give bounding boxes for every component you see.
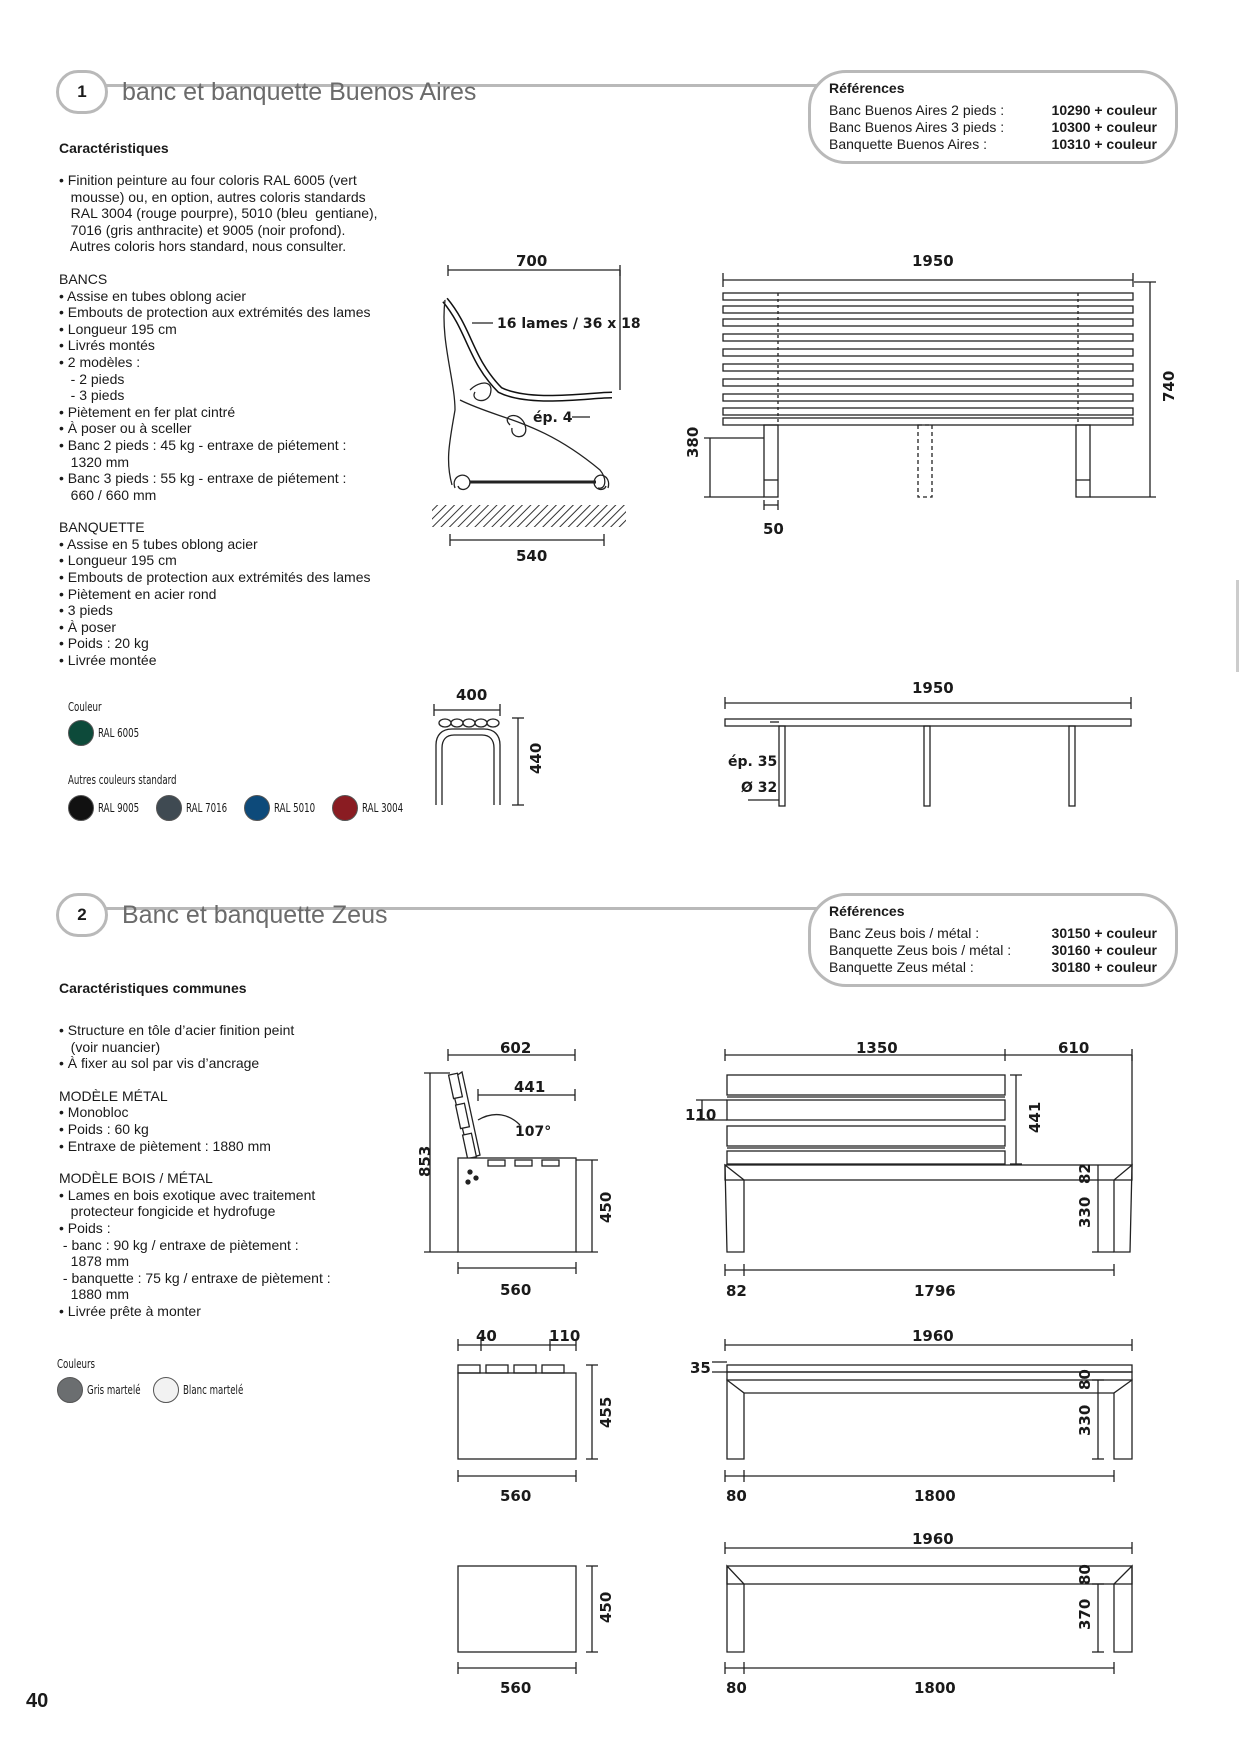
text-line: • Banc 2 pieds : 45 kg - entraxe de piétement :: [59, 436, 347, 453]
dim-label: 1800: [914, 1679, 956, 1697]
dim-label: 740: [1160, 370, 1178, 402]
text-line: - banc : 90 kg / entraxe de piètement :: [59, 1236, 299, 1253]
text-line: • Lames en bois exotique avec traitement: [59, 1186, 316, 1203]
text-line: • Piètement en fer plat cintré: [59, 403, 236, 420]
color-swatch-label: RAL 7016: [186, 801, 228, 815]
text-line: BANCS: [59, 270, 108, 287]
text-line: • Banc 3 pieds : 55 kg - entraxe de piétement :: [59, 470, 347, 487]
text-line: • 2 modèles :: [59, 353, 141, 370]
text-line: • Assise en tubes oblong acier: [59, 287, 247, 304]
dim-label: 540: [516, 547, 548, 565]
dim-label: 50: [763, 520, 784, 538]
color-swatch-label: RAL 3004: [362, 801, 404, 815]
dim-label: 80: [726, 1679, 747, 1697]
reference-code: 10310 + couleur: [1051, 136, 1157, 152]
dim-label: ép. 35: [728, 754, 778, 770]
dim-label: 16 lames / 36 x 18: [497, 316, 641, 332]
zeus-banc-side-view: [424, 1049, 598, 1274]
other-colors-label: Autres couleurs standard: [68, 773, 177, 787]
dim-label: ép. 4: [533, 410, 573, 426]
dim-label: 560: [500, 1281, 532, 1299]
page-number: 40: [26, 1690, 49, 1712]
text-line: • Monobloc: [59, 1104, 129, 1121]
buenos-aires-banquette-side-view: [434, 704, 524, 805]
reference-code: 30150 + couleur: [1051, 925, 1157, 941]
reference-label: Banc Buenos Aires 3 pieds :: [829, 119, 1005, 135]
dim-label: 80: [1076, 1564, 1094, 1585]
text-line: (voir nuancier): [59, 1038, 161, 1055]
text-line: • Livrés montés: [59, 337, 155, 354]
dim-label: 40: [476, 1327, 497, 1345]
dim-label: 440: [527, 742, 545, 774]
text-line: 1880 mm: [59, 1286, 130, 1303]
dim-label: 400: [456, 686, 488, 704]
colors-label: Couleurs: [57, 1357, 96, 1371]
dim-label: 1950: [912, 252, 954, 270]
dim-label: 450: [597, 1191, 615, 1223]
dim-label: 1960: [912, 1530, 954, 1548]
dim-label: 330: [1076, 1404, 1094, 1436]
dim-label: 1796: [914, 1282, 956, 1300]
text-line: 660 / 660 mm: [59, 486, 157, 503]
text-line: • À poser: [59, 618, 117, 635]
dim-label: 380: [684, 426, 702, 458]
dim-label: 82: [1076, 1163, 1094, 1184]
buenos-aires-banquette-front-view: [725, 697, 1131, 806]
zeus-banquette-bois-front-view: [712, 1339, 1132, 1482]
color-label: Couleur: [68, 700, 102, 714]
dim-label: 370: [1076, 1598, 1094, 1630]
reference-code: 10300 + couleur: [1051, 119, 1157, 135]
zeus-banquette-metal-side-view: [458, 1566, 598, 1674]
text-line: • À fixer au sol par vis d’ancrage: [59, 1055, 260, 1072]
text-line: BANQUETTE: [59, 519, 145, 536]
text-line: RAL 3004 (rouge pourpre), 5010 (bleu gentiane),: [59, 205, 378, 222]
text-line: - 2 pieds: [59, 370, 125, 387]
dim-label: 560: [500, 1487, 532, 1505]
section-number-badge: 1: [56, 70, 108, 114]
references-title: Références: [829, 80, 905, 96]
buenos-aires-front-view: [704, 273, 1156, 510]
text-line: • Piètement en acier rond: [59, 585, 217, 602]
reference-code: 10290 + couleur: [1051, 102, 1157, 118]
color-swatch-label: RAL 6005: [98, 726, 140, 740]
dim-label: 110: [549, 1327, 581, 1345]
dim-label: 1960: [912, 1327, 954, 1345]
reference-label: Banc Buenos Aires 2 pieds :: [829, 102, 1005, 118]
color-swatch-label: Gris martelé: [87, 1383, 141, 1397]
dim-label: 82: [726, 1282, 747, 1300]
dim-label: 441: [514, 1078, 546, 1096]
text-line: - banquette : 75 kg / entraxe de piètement :: [59, 1269, 331, 1286]
section-number-badge: 2: [56, 893, 108, 937]
text-line: MODÈLE MÉTAL: [59, 1087, 168, 1104]
text-line: 7016 (gris anthracite) et 9005 (noir profond).: [59, 221, 346, 238]
text-line: • Poids :: [59, 1219, 111, 1236]
dim-label: 1350: [856, 1039, 898, 1057]
dim-label: 35: [690, 1359, 711, 1377]
section-title: banc et banquette Buenos Aires: [122, 78, 477, 106]
text-line: • Embouts de protection aux extrémités des lames: [59, 304, 371, 321]
reference-code: 30180 + couleur: [1051, 959, 1157, 975]
text-line: • Poids : 60 kg: [59, 1120, 149, 1137]
references-title: Références: [829, 903, 905, 919]
text-line: • 3 pieds: [59, 602, 113, 619]
dimension-labels: [416, 252, 1178, 1697]
color-swatch-label: Blanc martelé: [183, 1383, 244, 1397]
dim-label: 1950: [912, 679, 954, 697]
dim-label: 700: [516, 252, 548, 270]
dim-label: 441: [1026, 1101, 1044, 1133]
color-swatch-label: RAL 9005: [98, 801, 140, 815]
dim-label: Ø 32: [741, 780, 778, 796]
text-line: protecteur fongicide et hydrofuge: [59, 1203, 276, 1220]
characteristics-heading: Caractéristiques communes: [59, 980, 247, 996]
buenos-aires-side-view: [432, 265, 626, 546]
reference-label: Banquette Buenos Aires :: [829, 136, 987, 152]
text-line: • Finition peinture au four coloris RAL 6005 (vert: [59, 172, 357, 188]
dim-label: 610: [1058, 1039, 1090, 1057]
dim-label: 107°: [515, 1124, 552, 1140]
text-line: • Longueur 195 cm: [59, 552, 177, 569]
reference-label: Banquette Zeus métal :: [829, 959, 974, 975]
dim-label: 602: [500, 1039, 532, 1057]
color-swatch-label: RAL 5010: [274, 801, 316, 815]
dim-label: 560: [500, 1679, 532, 1697]
reference-label: Banc Zeus bois / métal :: [829, 925, 980, 941]
zeus-banc-front-view: [696, 1049, 1132, 1276]
dim-label: 1800: [914, 1487, 956, 1505]
dim-label: 450: [597, 1591, 615, 1623]
text-line: • Structure en tôle d’acier finition peint: [59, 1022, 295, 1038]
text-line: • Poids : 20 kg: [59, 635, 149, 652]
text-line: • Longueur 195 cm: [59, 320, 177, 337]
zeus-banquette-bois-side-view: [458, 1339, 598, 1482]
text-line: • Entraxe de piètement : 1880 mm: [59, 1137, 271, 1154]
dim-label: 110: [685, 1106, 717, 1124]
text-line: 1878 mm: [59, 1253, 130, 1270]
text-line: • Assise en 5 tubes oblong acier: [59, 535, 258, 552]
dim-label: 330: [1076, 1196, 1094, 1228]
reference-label: Banquette Zeus bois / métal :: [829, 942, 1012, 958]
dim-label: 80: [726, 1487, 747, 1505]
reference-code: 30160 + couleur: [1051, 942, 1157, 958]
text-line: • Livrée montée: [59, 652, 157, 669]
text-line: • Livrée prête à monter: [59, 1302, 201, 1319]
dim-label: 853: [416, 1145, 434, 1177]
text-line: Autres coloris hors standard, nous consulter.: [59, 238, 347, 255]
dim-label: 455: [597, 1396, 615, 1428]
text-line: mousse) ou, en option, autres coloris standards: [59, 188, 366, 205]
text-line: • À poser ou à sceller: [59, 420, 192, 437]
characteristics-heading: Caractéristiques: [59, 140, 169, 156]
zeus-banquette-metal-front-view: [725, 1542, 1132, 1674]
text-line: - 3 pieds: [59, 387, 125, 404]
dim-label: 80: [1076, 1369, 1094, 1390]
text-line: MODÈLE BOIS / MÉTAL: [59, 1170, 213, 1187]
text-line: 1320 mm: [59, 453, 130, 470]
text-line: • Embouts de protection aux extrémités des lames: [59, 569, 371, 586]
section-title: Banc et banquette Zeus: [122, 901, 388, 929]
